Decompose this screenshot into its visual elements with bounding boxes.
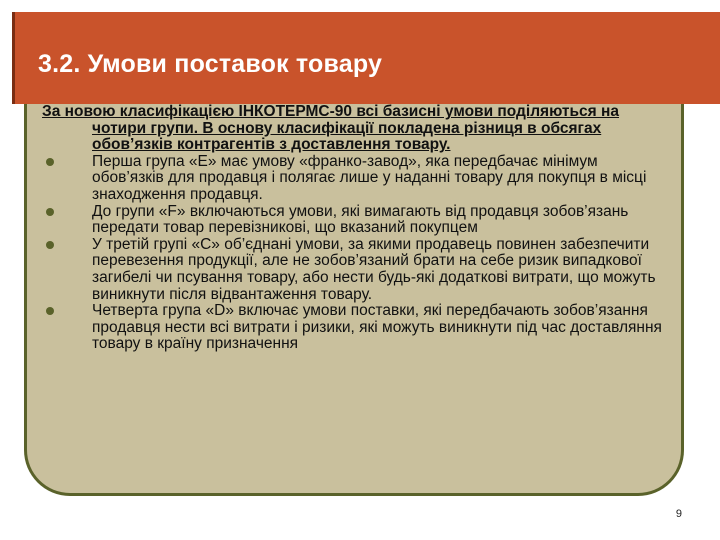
bullet-icon [46, 241, 54, 249]
slide-body [42, 104, 662, 353]
bullet-icon [46, 208, 54, 216]
list-item [42, 204, 662, 237]
page-number: 9 [675, 508, 682, 520]
bullet-icon [46, 158, 54, 166]
title-bar [12, 12, 720, 104]
list-item [42, 154, 662, 204]
slide-title: 3.2. Умови поставок товару [38, 50, 383, 78]
list-item-text: Перша група «Е» має умову «франко-завод», яка передбачає мінімум обов’язків для продавця і полягає лише у наданні товару для покупця в місці знаходження продавця. [92, 152, 647, 203]
list-item-text: До групи «F» включаються умови, які вимагають від продавця зобов’язань передати товар перевізникові, що вказаний покупцем [92, 202, 629, 237]
intro-paragraph: За новою класифікацією ІНКОТЕРМС-90 всі базисні умови поділяються на чотири групи. В основу класифікації покладена різниця в обсягах обов’язків контрагентів з доставлення товару. [42, 103, 620, 154]
list-item [42, 237, 662, 303]
list-item [42, 303, 662, 353]
bullet-icon [46, 307, 54, 315]
list-item-text: Четверта група «D» включає умови поставки, які передбачають зобов’язання продавця нести всі витрати і ризики, які можуть виникнути під час доставляння товару в країну призначення [92, 302, 662, 353]
list-item-text: У третій групі «С» об’єднані умови, за якими продавець повинен забезпечити перевезення продукції, але не зобов’язаний брати на себе ризик випадкової загибелі чи псування товару, або нести будь-які додаткові витрати, що можуть виникнути після відвантаження товару. [92, 235, 656, 303]
